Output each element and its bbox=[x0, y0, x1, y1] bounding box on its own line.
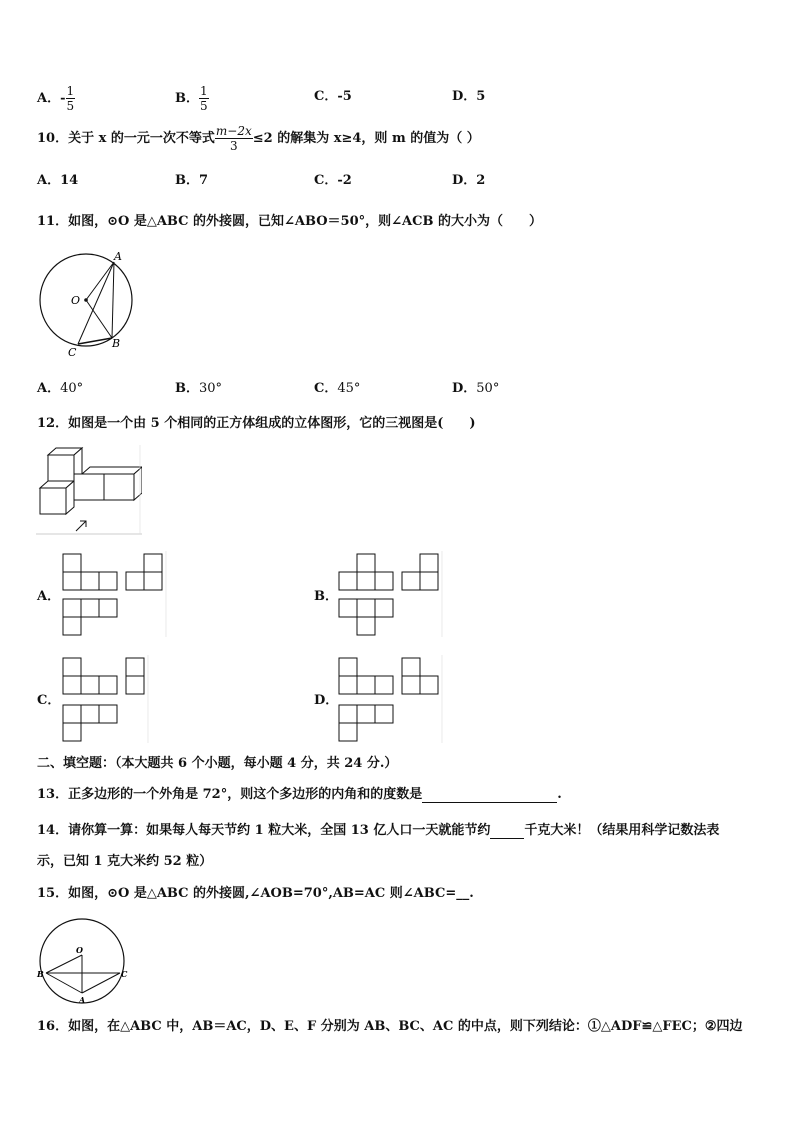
point-c-label: C bbox=[121, 969, 128, 979]
q16-stem: 16．如图，在△ABC 中，AB＝AC，D、E、F 分别为 AB、BC、AC 的中点，则下列结论：①△ADF≌△FEC；②四边 bbox=[37, 1019, 743, 1034]
q12-option-a-views bbox=[60, 551, 168, 637]
q12-option-a-label: A． bbox=[37, 589, 61, 604]
point-o-label: O bbox=[71, 294, 81, 307]
q11-stem: 11．如图，⊙O 是△ABC 的外接圆，已知∠ABO＝50°，则∠ACB 的大小为（ ） bbox=[37, 214, 542, 229]
q9-option-b: B． $\frac{1}{5}$ bbox=[175, 84, 208, 113]
q14-stem: 14．请你算一算：如果每人每天节约 1 粒大米，全国 13 亿人口一天就能节约 千克大米！（结果用科学记数法表 bbox=[37, 823, 720, 838]
q12-option-c-views bbox=[60, 655, 168, 743]
q13-stem: 13．正多边形的一个外角是 72°，则这个多边形的内角和的度数是 . bbox=[37, 787, 562, 802]
q9-option-d: D．5 bbox=[452, 89, 486, 104]
point-a-label: A bbox=[79, 995, 86, 1005]
fraction: $\frac{m-2x}{3}$ bbox=[215, 124, 252, 153]
point-b-label: B bbox=[37, 969, 44, 979]
answer-blank bbox=[490, 838, 524, 839]
q15-circle-figure bbox=[36, 915, 132, 1007]
q15-stem: 15．如图，⊙O 是△ABC 的外接圆,∠AOB=70°,AB=AC 则∠ABC=__. bbox=[37, 886, 474, 901]
q10-option-c: C．-2 bbox=[314, 173, 352, 188]
q10-option-a: A．14 bbox=[37, 173, 79, 188]
q9-option-a: A．- $\frac{1}{5}$ bbox=[37, 84, 75, 113]
q14-stem-line2: 示，已知 1 克大米约 52 粒） bbox=[37, 854, 213, 869]
q11-option-d: D．50° bbox=[452, 381, 500, 396]
q12-option-d-label: D． bbox=[314, 693, 339, 708]
q12-option-d-views bbox=[336, 655, 444, 743]
section-2-title: 二、填空题：（本大题共 6 个小题，每小题 4 分，共 24 分.） bbox=[37, 756, 398, 771]
q12-cube-solid-figure bbox=[36, 445, 142, 537]
q10-stem: 10．关于 x 的一元一次不等式 $\frac{m-2x}{3}$ ≤2 的解集为 x≥4，则 m 的值为（ ） bbox=[37, 124, 480, 153]
point-a-label: A bbox=[114, 250, 122, 263]
fraction: $\frac{1}{5}$ bbox=[200, 84, 208, 113]
point-b-label: B bbox=[112, 337, 121, 350]
point-o-label: O bbox=[76, 945, 83, 955]
q12-option-c-label: C． bbox=[37, 693, 61, 708]
q12-option-b-label: B． bbox=[314, 589, 338, 604]
q10-option-b: B．7 bbox=[175, 173, 209, 188]
q11-option-c: C．45° bbox=[314, 381, 361, 396]
fraction: $\frac{1}{5}$ bbox=[66, 84, 75, 113]
point-c-label: C bbox=[68, 346, 77, 359]
q12-stem: 12．如图是一个由 5 个相同的正方体组成的立体图形，它的三视图是( ) bbox=[37, 416, 476, 431]
q11-option-a: A．40° bbox=[37, 381, 84, 396]
q9-option-c: C．-5 bbox=[314, 89, 352, 104]
q11-circle-figure bbox=[36, 248, 136, 360]
q12-option-b-views bbox=[336, 551, 444, 637]
answer-blank bbox=[422, 802, 557, 803]
q10-option-d: D．2 bbox=[452, 173, 486, 188]
q11-option-b: B．30° bbox=[175, 381, 223, 396]
